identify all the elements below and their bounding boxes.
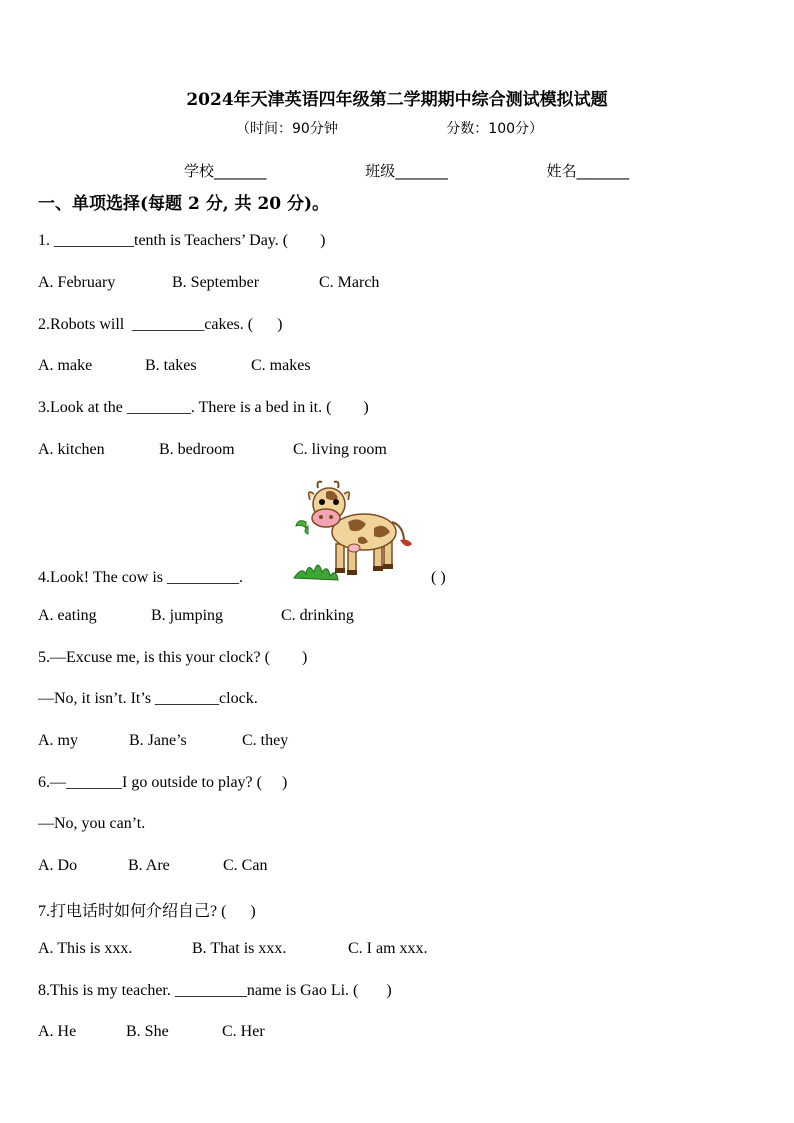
option-c: C. March (319, 274, 380, 291)
question-2: 2.Robots will _________cakes. ( ) (38, 316, 283, 333)
question-7-options (38, 940, 428, 958)
name-field: 姓名_______ (546, 162, 630, 180)
option-b: B. September (172, 274, 260, 291)
option-c: C. Can (223, 857, 268, 874)
cow-eating-grass-icon (288, 478, 420, 586)
question-8: 8.This is my teacher. _________name is Gao Li. ( ) (38, 982, 392, 999)
option-b: B. Are (128, 857, 170, 874)
question-1: 1. __________tenth is Teachers’ Day. ( ) (38, 232, 326, 249)
option-c: C. I am xxx. (348, 940, 428, 957)
option-b: B. That is xxx. (192, 940, 287, 957)
exam-info (236, 118, 543, 138)
question-6-options (38, 857, 267, 875)
school-field: 学校_______ (184, 162, 267, 180)
question-5-response: —No, it isn’t. It’s ________clock. (38, 690, 258, 707)
question-2-options (38, 357, 311, 375)
option-a: A. He (38, 1023, 77, 1040)
question-4: 4.Look! The cow is _________. (38, 569, 244, 586)
option-c: C. makes (251, 357, 311, 374)
option-b: B. She (126, 1023, 169, 1040)
question-6-response: —No, you can’t. (38, 815, 146, 832)
question-3: 3.Look at the ________. There is a bed in it. ( ) (38, 399, 369, 416)
option-b: B. bedroom (159, 441, 235, 458)
class-field: 班级_______ (365, 162, 448, 180)
question-8-options (38, 1023, 265, 1041)
option-c: C. drinking (281, 607, 354, 624)
option-a: A. February (38, 274, 116, 291)
option-c: C. they (242, 732, 289, 749)
option-b: B. takes (145, 357, 197, 374)
student-info-fields (184, 160, 629, 181)
question-3-options (38, 441, 387, 459)
option-c: C. Her (222, 1023, 265, 1040)
option-b: B. jumping (151, 607, 224, 624)
question-5: 5.—Excuse me, is this your clock? ( ) (38, 649, 308, 666)
option-b: B. Jane’s (129, 732, 187, 749)
question-1-options (38, 274, 379, 292)
question-7: 7.打电话时如何介绍自己? ( ) (38, 903, 256, 920)
option-a: A. This is xxx. (38, 940, 133, 957)
question-4-options (38, 607, 354, 625)
exam-time: （时间：90分钟 (236, 121, 338, 137)
option-a: A. eating (38, 607, 97, 624)
exam-score: 分数：100分） (446, 121, 544, 137)
question-4-answer-paren: ( ) (431, 569, 446, 586)
page-title: 2024年天津英语四年级第二学期期中综合测试模拟试题 (186, 90, 608, 110)
option-c: C. living room (293, 441, 387, 458)
option-a: A. my (38, 732, 78, 749)
option-a: A. make (38, 357, 93, 374)
question-5-options (38, 732, 288, 750)
option-a: A. Do (38, 857, 78, 874)
question-6: 6.—_______I go outside to play? ( ) (38, 774, 288, 791)
option-a: A. kitchen (38, 441, 105, 458)
section-title: 一、单项选择(每题 2 分, 共 20 分)。 (38, 194, 330, 214)
